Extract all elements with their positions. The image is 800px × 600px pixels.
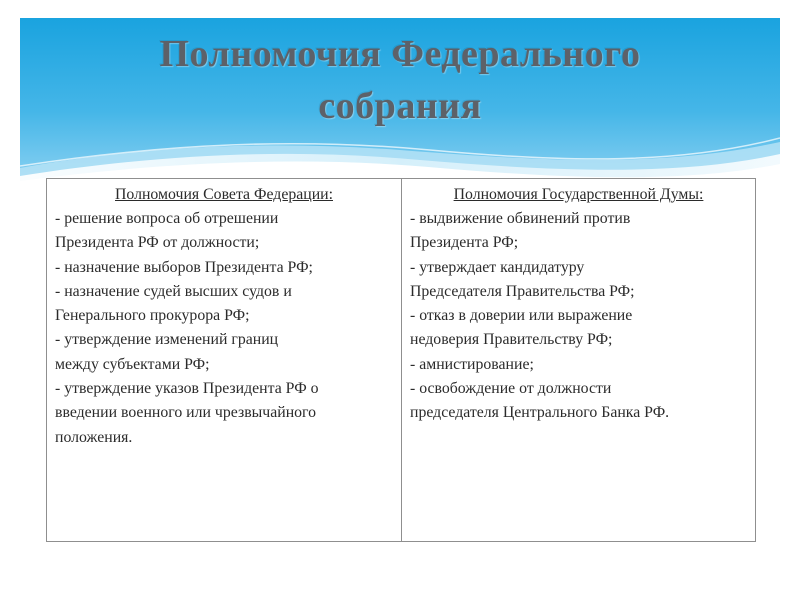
list-item: введении военного или чрезвычайного: [55, 404, 317, 422]
title-line-2: собрания: [318, 85, 482, 127]
list-item: - назначение судей высших судов и: [55, 282, 292, 300]
list-item: председателя Центрального Банка РФ.: [410, 404, 670, 422]
list-item: Председателя Правительства РФ;: [410, 282, 635, 300]
title-line-1: Полномочия Федерального: [159, 33, 641, 75]
list-item: - освобождение от должности: [410, 380, 612, 398]
state-duma-list: [410, 207, 747, 426]
page-title: [20, 28, 780, 132]
federation-council-list: [55, 207, 393, 450]
list-item: - утверждение указов Президента РФ о: [55, 380, 319, 398]
list-item: Президента РФ;: [410, 234, 519, 252]
list-item: - утверждение изменений границ: [55, 331, 279, 349]
list-item: между субъектами РФ;: [55, 355, 210, 373]
federation-council-column: [47, 179, 401, 541]
list-item: - назначение выборов Президента РФ;: [55, 258, 313, 276]
list-item: - утверждает кандидатуру: [410, 258, 585, 276]
list-item: - выдвижение обвинений против: [410, 210, 631, 227]
state-duma-heading: Полномочия Государственной Думы:: [453, 186, 704, 203]
list-item: Президента РФ от должности;: [55, 234, 260, 252]
list-item: - решение вопроса об отрешении: [55, 210, 279, 227]
title-banner: [20, 18, 780, 188]
list-item: - амнистирование;: [410, 355, 534, 373]
list-item: положения.: [55, 428, 133, 446]
federation-council-heading: Полномочия Совета Федерации:: [115, 186, 333, 203]
list-item: Генерального прокурора РФ;: [55, 307, 250, 325]
powers-table: [46, 178, 756, 542]
list-item: недоверия Правительству РФ;: [410, 331, 613, 349]
state-duma-column: [401, 179, 755, 541]
list-item: - отказ в доверии или выражение: [410, 307, 633, 325]
